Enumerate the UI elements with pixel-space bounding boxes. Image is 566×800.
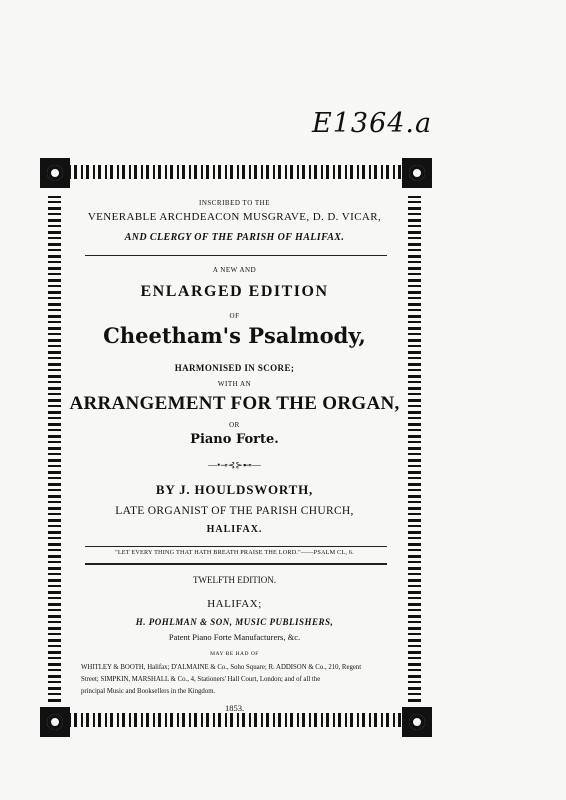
edition-intro-line-2: ENLARGED EDITION xyxy=(140,283,329,300)
dedication-line-1: INSCRIBED TO THE xyxy=(198,199,270,207)
subtitle-line-2: WITH AN xyxy=(217,380,252,388)
epigraph: "LET EVERY THING THAT HATH BREATH PRAISE THE LORD."——PSALM CL, 6. xyxy=(115,549,354,556)
divider-rule xyxy=(85,255,387,256)
edition-intro-line-3: OF xyxy=(229,312,240,320)
ornamental-border-left xyxy=(48,196,61,702)
imprint-city: HALIFAX; xyxy=(207,598,262,610)
imprint-year: 1853. xyxy=(224,703,245,713)
imprint-publisher: H. POHLMAN & SON, MUSIC PUBLISHERS, xyxy=(135,617,334,627)
corner-ornament-icon xyxy=(40,158,70,188)
dedication-line-2: VENERABLE ARCHDEACON MUSGRAVE, D. D. VICAR, xyxy=(87,211,382,223)
shelfmark: E1364.a xyxy=(312,108,433,139)
edition-statement: TWELFTH EDITION. xyxy=(193,575,276,585)
corner-ornament-icon xyxy=(40,707,70,737)
main-title: Cheetham's Psalmody, xyxy=(103,323,366,348)
divider-rule xyxy=(85,546,387,547)
ornamental-border-right xyxy=(408,196,421,702)
divider-rule xyxy=(85,563,387,565)
imprint-sellers-3: principal Music and Booksellers in the Kingdom. xyxy=(81,688,216,695)
subtitle-line-5: Piano Forte. xyxy=(190,432,279,447)
imprint-may-be-had: MAY BE HAD OF xyxy=(210,651,259,657)
subtitle-line-4: OR xyxy=(229,421,240,429)
ornamental-border-top xyxy=(62,165,406,179)
imprint-makers: Patent Piano Forte Manufacturers, &c. xyxy=(168,632,301,642)
subtitle-line-3: ARRANGEMENT FOR THE ORGAN, xyxy=(69,393,400,414)
corner-ornament-icon xyxy=(402,158,432,188)
ornamental-border-bottom xyxy=(62,713,406,727)
edition-intro-line-1: A NEW AND xyxy=(212,266,257,274)
dedication-line-3: AND CLERGY OF THE PARISH OF HALIFAX. xyxy=(124,232,345,243)
author-place: HALIFAX. xyxy=(206,524,263,535)
corner-ornament-icon xyxy=(402,707,432,737)
author-role: LATE ORGANIST OF THE PARISH CHURCH, xyxy=(115,505,354,517)
subtitle-line-1: HARMONISED IN SCORE; xyxy=(174,363,295,373)
author-by-line: BY J. HOULDSWORTH, xyxy=(155,482,314,497)
ornament-divider-icon: —•⊸⊰⊱⊷— xyxy=(208,460,261,470)
imprint-sellers-1: WHITLEY & BOOTH, Halifax; D'ALMAINE & Co., Soho Square; R. ADDISON & Co., 210, Regent xyxy=(81,664,362,671)
imprint-sellers-2: Street; SIMPKIN, MARSHALL & Co., 4, Stationers' Hall Court, London; and of all the xyxy=(81,676,321,683)
